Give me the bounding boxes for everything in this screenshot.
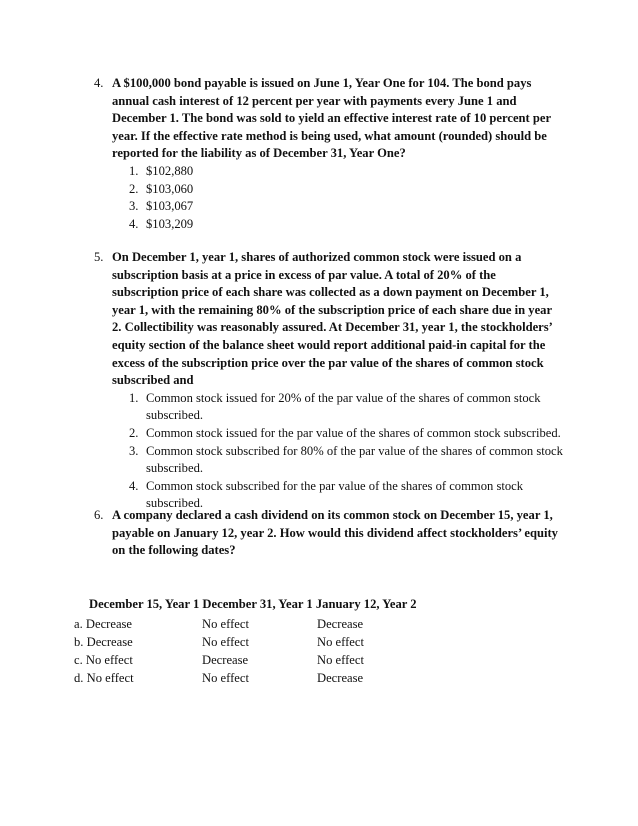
answer-option: 3. $103,067: [129, 199, 194, 214]
answer-options: [129, 163, 564, 233]
answer-option: 2. $103,060: [129, 181, 194, 196]
answer-option: 4. $103,209: [129, 216, 194, 231]
table-header: December 15, Year 1 December 31, Year 1 January 12, Year 2: [89, 597, 417, 611]
answer-option: 1. Common stock issued for 20% of the par value of the shares of common stock subscribed.: [129, 390, 541, 423]
answer-option: 3. Common stock subscribed for 80% of the par value of the shares of common stock subscribed.: [129, 443, 563, 476]
answer-options: [129, 390, 564, 513]
answer-option: 4. Common stock subscribed for the par value of the shares of common stock subscribed.: [129, 478, 524, 511]
question-number: 6.: [94, 508, 104, 522]
question-number: 5.: [94, 250, 104, 264]
question-number: 4.: [94, 76, 104, 90]
question-text: On December 1, year 1, shares of authorized common stock were issued on a subscription basis at a price in excess of par value. A total of 20% of the subscription price of each share was collected as a down payment on December 1, year 1, with the remaining 80% of the subscription price of each share due in year 2. Collectibility was reasonably assured. At December 31, year 1, the stockholders’ equity section of the balance sheet would report additional paid-in capital for the excess of the subscription price over the par value of the shares of common stock subscribed and: [112, 250, 552, 388]
question-4: [94, 75, 564, 233]
answer-option: 2. Common stock issued for the par value of the shares of common stock subscribed.: [129, 425, 561, 440]
question-6: [94, 507, 564, 560]
question-5: [94, 249, 564, 513]
answer-option: 1. $102,880: [129, 163, 194, 178]
question-text: A $100,000 bond payable is issued on June 1, Year One for 104. The bond pays annual cash interest of 12 percent per year with payments every June 1 and December 1. The bond was sold to yield an effective interest rate of 10 percent per year. If the effective rate method is being used, what amount (rounded) should be reported for the liability as of December 31, Year One?: [112, 76, 551, 161]
question-text: A company declared a cash dividend on its common stock on December 15, year 1, payable on January 12, year 2. How would this dividend affect stockholders’ equity on the following dates?: [112, 508, 558, 558]
